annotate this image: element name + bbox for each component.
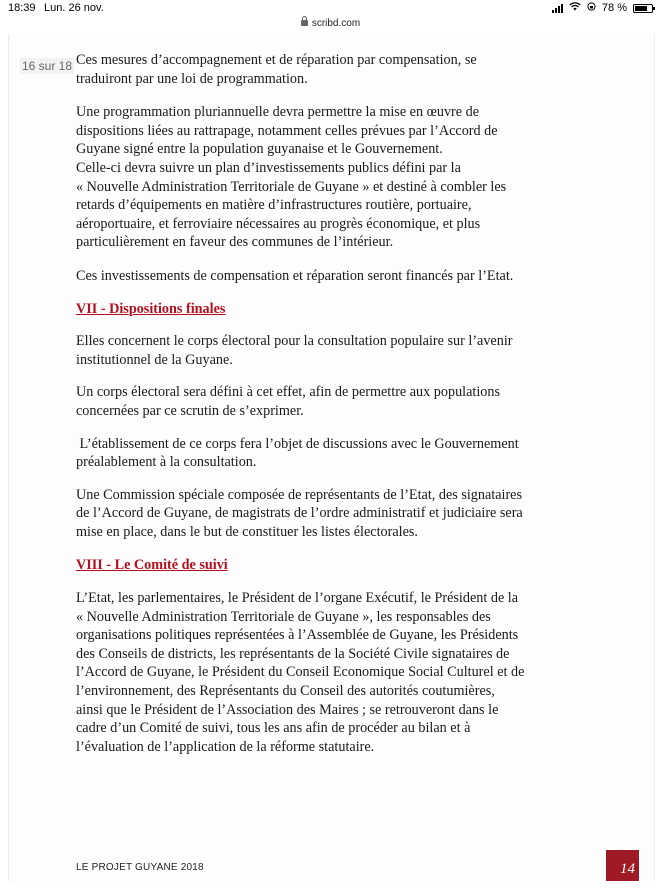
section-heading: VII - Dispositions finales [76,300,226,317]
paragraph-line: concernées par ce scrutin de s’exprimer. [76,402,304,419]
paragraph [76,435,588,472]
paragraph-line: cadre d’un Comité de suivi, tous les ans afin de procéder au bilan et à [76,720,471,737]
paragraph-line: traduiront par une loi de programmation. [76,70,308,87]
paragraph-line: particulièrement en faveur des communes de l’intérieur. [76,234,394,251]
paragraph-line: Guyane signé entre la population guyanaise et le Gouvernement. [76,141,443,158]
paragraph [76,267,588,286]
paragraph-line: aéroportuaire, et ferroviaire nécessaires au progrès économique, et plus [76,215,481,232]
paragraph-line: L’Etat, les parlementaires, le Président de l’organe Exécutif, le Président de la [76,590,519,607]
status-bar [0,0,661,18]
paragraph-line: Elles concernent le corps électoral pour la consultation populaire sur l’avenir [76,333,513,350]
status-date: Lun. 26 nov. [44,2,104,14]
paragraph-line: institutionnel de la Guyane. [76,351,233,368]
lock-icon [301,20,308,26]
footer-label: LE PROJET GUYANE 2018 [76,862,204,873]
paragraph-line: « Nouvelle Administration Territoriale de Guyane » et destiné à combler les [76,178,507,195]
paragraph-line: L’établissement de ce corps fera l’objet de discussions avec le Gouvernement [76,435,519,452]
paragraph [76,589,588,756]
paragraph [76,486,588,542]
paragraph [76,51,588,88]
wifi-icon [569,2,581,14]
paragraph [76,383,588,420]
rotation-lock-icon [587,2,596,14]
address-bar[interactable] [0,18,661,32]
paragraph-line: Une Commission spéciale composée de représentants de l’Etat, des signataires [76,486,522,503]
paragraph-line: l’environnement, des Représentants du Conseil des autorités coutumières, [76,683,495,700]
paragraph-line: de l’Accord de Guyane, de magistrats de l’ordre administratif et judiciaire sera [76,505,523,522]
battery-icon [633,4,653,13]
paragraph-line: Celle-ci devra suivre un plan d’investissements publics défini par la [76,159,461,176]
paragraph-line: des Conseils de districts, les représentants de la Société Civile signataires de [76,645,510,662]
battery-percent: 78 % [601,2,627,14]
paragraph-line: Un corps électoral sera défini à cet effet, afin de permettre aux populations [76,384,500,401]
page-number: 14 [606,850,639,881]
paragraph-line: « Nouvelle Administration Territoriale de Guyane », les responsables des [76,608,491,625]
paragraph-line: l’évaluation de l’application de la réforme statutaire. [76,738,375,755]
paragraph-line: Une programmation pluriannuelle devra permettre la mise en œuvre de [76,104,480,121]
paragraph-line: l’Accord de Guyane, le Président du Conseil Economique Social Culturel et de [76,664,525,681]
section-heading: VIII - Le Comité de suivi [76,557,228,574]
status-time: 18:39 [8,2,36,14]
url-text: scribd.com [311,18,361,29]
paragraph-line: préalablement à la consultation. [76,454,257,471]
paragraph-line: Ces mesures d’accompagnement et de réparation par compensation, se [76,52,477,68]
cellular-signal-icon [552,4,563,13]
paragraph-line: organisations politiques représentées à l’Assemblée de Guyane, les Présidents [76,627,519,644]
paragraph-line: mise en place, dans le but de constituer les listes électorales. [76,523,418,540]
page-indicator: 16 sur 18 [22,59,73,73]
paragraph [76,332,588,369]
paragraph [76,103,588,252]
document-body [76,51,588,756]
paragraph-line: Ces investissements de compensation et réparation seront financés par l’Etat. [76,267,514,284]
paragraph-line: dispositions liées au rattrapage, notamment celles prévues par l’Accord de [76,122,498,139]
paragraph-line: retards d’équipements en matière d’infrastructures routière, portuaire, [76,197,472,214]
paragraph-line: ainsi que le Président de l’Association des Maires ; se retrouveront dans le [76,701,499,718]
